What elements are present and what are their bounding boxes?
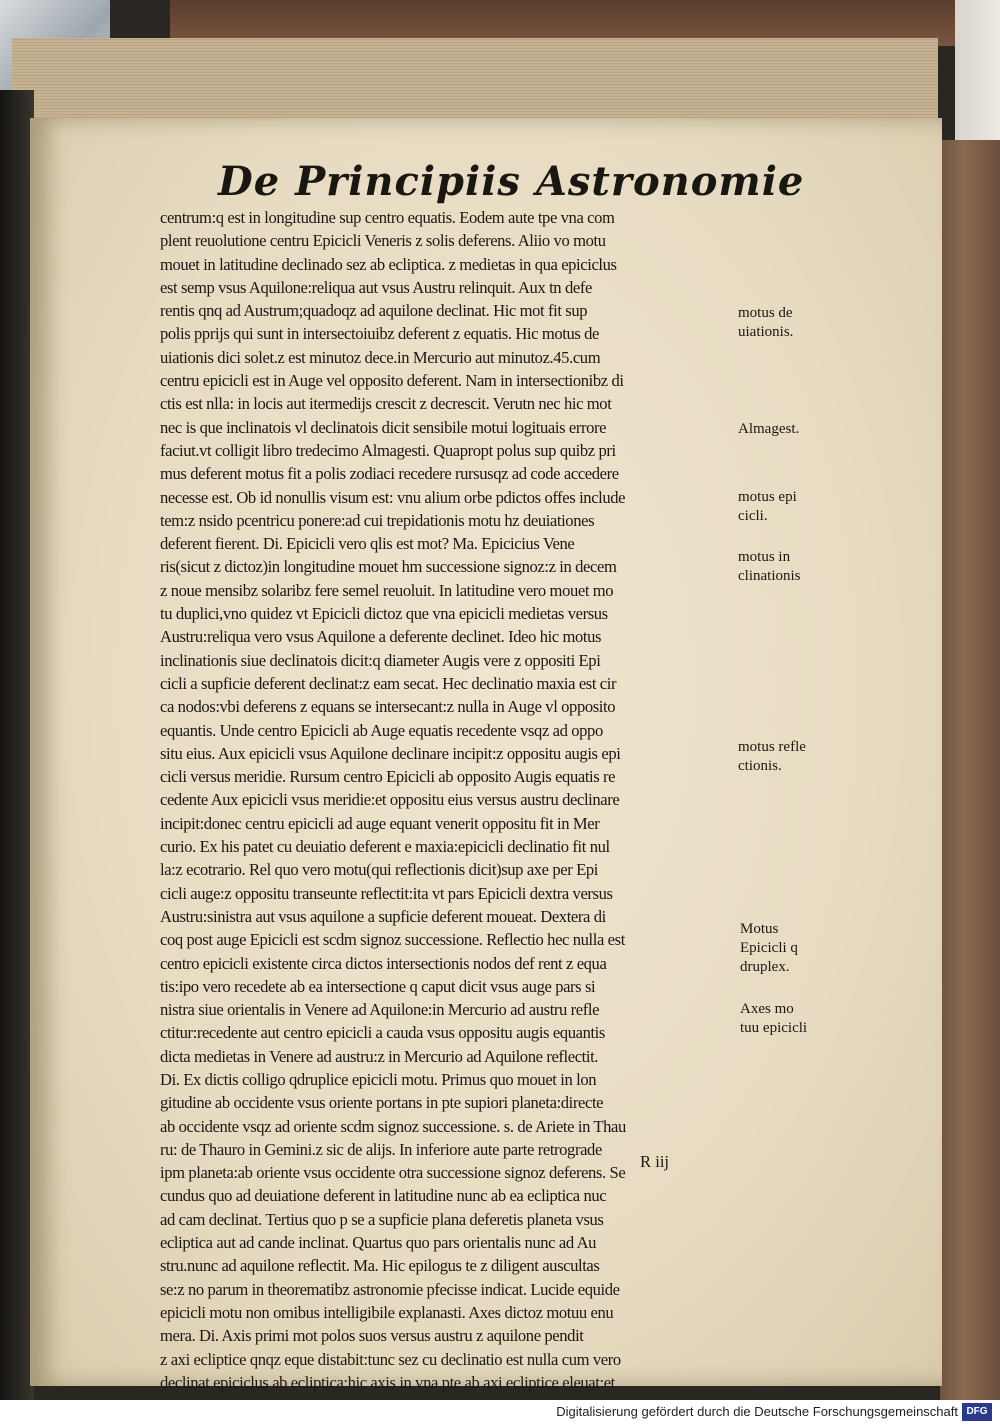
text-line: faciut.vt colligit libro tredecimo Almagesti. Quapropt polus sup quibz pri [160,440,616,460]
text-line: se:z no parum in theorematibz astronomie pfecisse indicat. Lucide equide [160,1279,620,1299]
text-line: ca nodos:vbi deferens z equans se intersecant:z nulla in Auge vl opposito [160,697,616,717]
book-cover-edge-light [955,0,1000,140]
text-line: ris(sicut z dictoz)in longitudine mouet hm successione signoz:z in decem [160,557,617,577]
text-line: cundus quo ad deuiatione deferent in latitudine nunc ab ea ecliptica nuc [160,1186,607,1206]
page-title: De Principiis Astronomie [218,158,805,205]
text-line: ctis est nlla: in locis aut itermedijs crescit z decrescit. Verutn nec hic mot [160,394,612,414]
text-line: tu duplici,vno quidez vt Epicicli dictoz que vna epicicli medietas versus [160,604,608,624]
text-line: ipm planeta:ab oriente vsus occidente otra successione signoz deferens. Se [160,1163,626,1183]
text-line: cicli a supficie deferent declinat:z eam secat. Hec declinatio maxia est cir [160,673,617,693]
margin-note-line: uiationis. [738,324,794,340]
text-line: ab occidente vsqz ad oriente scdm signoz successione. s. de Ariete in Thau [160,1116,626,1136]
text-line: gitudine ab occidente vsus oriente portans in pte supiori planeta:directe [160,1093,604,1113]
margin-note-epicycle-motion [738,488,848,526]
text-line: cicli auge:z oppositu transeunte reflectit:ita vt pars Epicicli dextra versus [160,883,613,903]
text-line: est semp vsus Aquilone:reliqua aut vsus Austru relinquit. Aux tn defe [160,277,592,297]
text-line: deferent fierent. Di. Epicicli vero qlis est mot? Ma. Epicicius Vene [160,534,575,554]
text-line: stru.nunc ad aquilone reflectit. Ma. Hic epilogus te z diligent auscultas [160,1256,600,1276]
margin-note-line: clinationis [738,568,801,584]
text-line: plent reuolutione centru Epicicli Veneris z solis deferens. Aliio vo motu [160,231,606,251]
margin-note-line: Motus [740,921,779,937]
text-line: dicta medietas in Venere ad austru:z in Mercurio ad Aquilone reflectit. [160,1046,599,1066]
text-line: la:z ecotrario. Rel quo vero motu(qui reflectionis dicit)sup axe per Epi [160,860,598,880]
text-line: cedente Aux epicicli vsus meridie:et oppositu eius versus austru declinare [160,790,620,810]
text-line: tem:z nsido pcentricu ponere:ad cui trepidationis motu hz deuiationes [160,510,595,530]
margin-note-fourfold-motion [740,920,850,977]
text-line: necesse est. Ob id nonullis visum est: vnu alium orbe pdictos offes include [160,487,626,507]
gutter-shadow [0,90,34,1400]
footer-credit: Digitalisierung gefördert durch die Deutsche Forschungsgemeinschaft [556,1404,958,1419]
margin-note-deviation [738,304,848,342]
text-line: centro epicicli existente circa dictos intersectionis nodos def rent z equa [160,953,607,973]
text-line: mera. Di. Axis primi mot polos suos versus austru z aquilone pendit [160,1326,584,1346]
text-line: epicicli motu non omibus intelligibile explanasti. Axes dictoz motuu enu [160,1302,614,1322]
margin-note-line: Axes mo [740,1001,794,1017]
margin-note-line: druplex. [740,959,790,975]
text-line: centrum:q est in longitudine sup centro equatis. Eodem aute tpe vna com [160,208,615,227]
text-line: nec is que inclinatois vl declinatois dicit sensibile motui logituais errore [160,417,607,437]
text-line: Austru:reliqua vero vsus Aquilone a deferente declinet. Ideo hic motus [160,627,602,647]
text-line: curio. Ex his patet cu deuiatio deferent e maxia:epicicli declinatio fit nul [160,837,610,857]
text-line: situ eius. Aux epicicli vsus Aquilone declinare incipit:z oppositu augis epi [160,743,621,763]
text-line: Austru:sinistra aut vsus aquilone a supficie deferent moueat. Dextera di [160,906,606,926]
margin-note-line: ctionis. [738,758,782,774]
text-line: ru: de Thauro in Gemini.z sic de alijs. In inferiore aute parte retrograde [160,1139,602,1159]
margin-note-reflection [738,738,848,776]
text-line: polis pprijs qui sunt in intersectoiuibz deferent z equatis. Hic motus de [160,324,600,344]
text-line: rentis qnq ad Austrum;quadoqz ad aquilone declinat. Hic mot fit sup [160,301,588,321]
text-line: equantis. Unde centro Epicicli ab Auge equatis recedente vsqz ad oppo [160,720,603,740]
page-signature: R iij [640,1152,670,1171]
text-line: z axi ecliptice qnqz eque distabit:tunc sez cu declinatio est nulla cum vero [160,1349,621,1369]
text-line: mouet in latitudine declinado sez ab ecliptica. z medietas in qua epiciclus [160,254,617,274]
text-line: Di. Ex dictis colligo qdruplice epicicli motu. Primus quo mouet in lon [160,1069,597,1089]
margin-note-axes [740,1000,850,1038]
dfg-logo-icon: DFG [962,1403,992,1421]
margin-note-line: Epicicli q [740,940,798,956]
text-line: incipit:donec centru epicicli ad auge equant venerit oppositu fit in Mer [160,813,600,833]
text-line: centru epicicli est in Auge vel opposito deferent. Nam in intersectionibz di [160,371,624,391]
body-text [160,206,740,1394]
text-line: uiationis dici solet.z est minutoz dece.in Mercurio aut minutoz.45.cum [160,347,601,367]
text-line: ad cam declinat. Tertius quo p se a supficie plana deferetis planeta vsus [160,1209,604,1229]
text-line: declinat epiciclus ab ecliptica:hic axis in vna pte ab axi ecliptice eleuat:et [160,1372,615,1392]
margin-note-inclination [738,548,848,586]
text-line: tis:ipo vero recedete ab ea intersectione q caput dicit vsus auge pars si [160,976,596,996]
text-line: inclinationis siue declinatois dicit:q diameter Augis vere z oppositi Epi [160,650,601,670]
margin-note-line: motus in [738,549,791,565]
margin-note-line: motus de [738,305,793,321]
text-line: ctitur:recedente aut centro epicicli a cauda vsus oppositu augis equantis [160,1023,605,1043]
text-line: ecliptica aut ad cande inclinat. Quartus quo pars orientalis nunc ad Au [160,1233,597,1253]
margin-note-line: Almagest. [738,421,800,437]
text-line: mus deferent motus fit a polis zodiaci recedere rursusqz ad code accedere [160,464,619,484]
margin-note-line: cicli. [738,508,768,524]
margin-note-almagest [738,420,848,439]
text-line: z noue mensibz solaribz fere semel reuoluit. In latitudine vero mouet mo [160,580,614,600]
margin-note-line: tuu epicicli [740,1020,808,1036]
book-cover-right [940,140,1000,1400]
text-line: coq post auge Epicicli est scdm signoz successione. Reflectio hec nulla est [160,930,625,950]
margin-note-line: motus refle [738,739,806,755]
margin-note-line: motus epi [738,489,797,505]
text-line: nistra siue orientalis in Venere ad Aquilone:in Mercurio ad austru refle [160,1000,600,1020]
text-line: cicli versus meridie. Rursum centro Epicicli ab opposito Augis equatis re [160,767,616,787]
